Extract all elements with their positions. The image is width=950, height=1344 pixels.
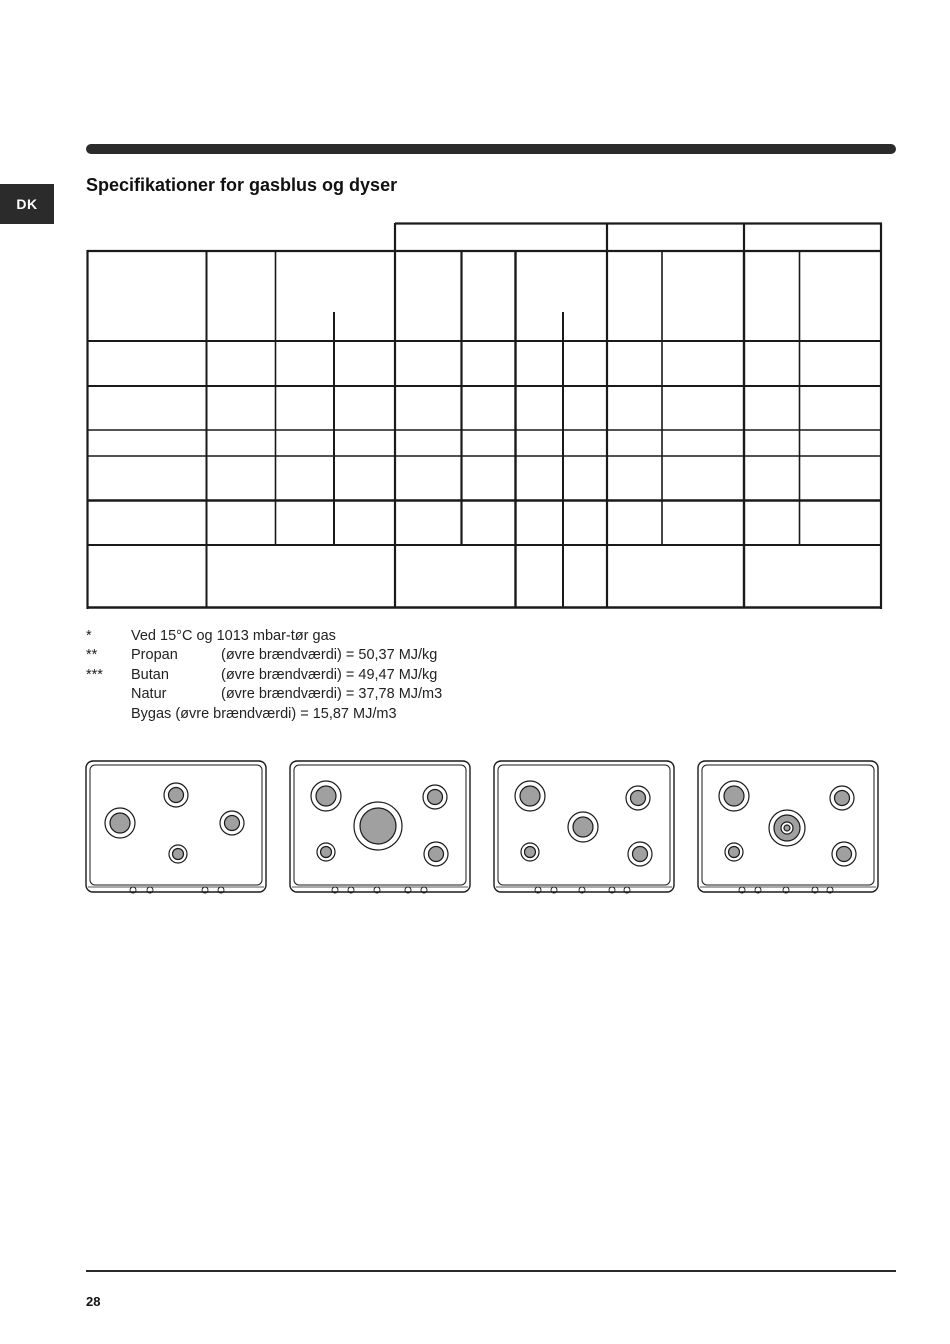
bottom-rule	[86, 1270, 896, 1272]
language-tab: DK	[0, 184, 54, 224]
hob-layout-5-burner-icon	[492, 759, 676, 894]
hob-layout-5-burner-wok-icon	[696, 759, 880, 894]
hob-layout-4-burner-icon	[84, 759, 268, 894]
page-number: 28	[86, 1294, 101, 1309]
hob-layout-5-burner-large-center-icon	[288, 759, 472, 894]
page-title: Specifikationer for gasblus og dyser	[86, 175, 398, 195]
